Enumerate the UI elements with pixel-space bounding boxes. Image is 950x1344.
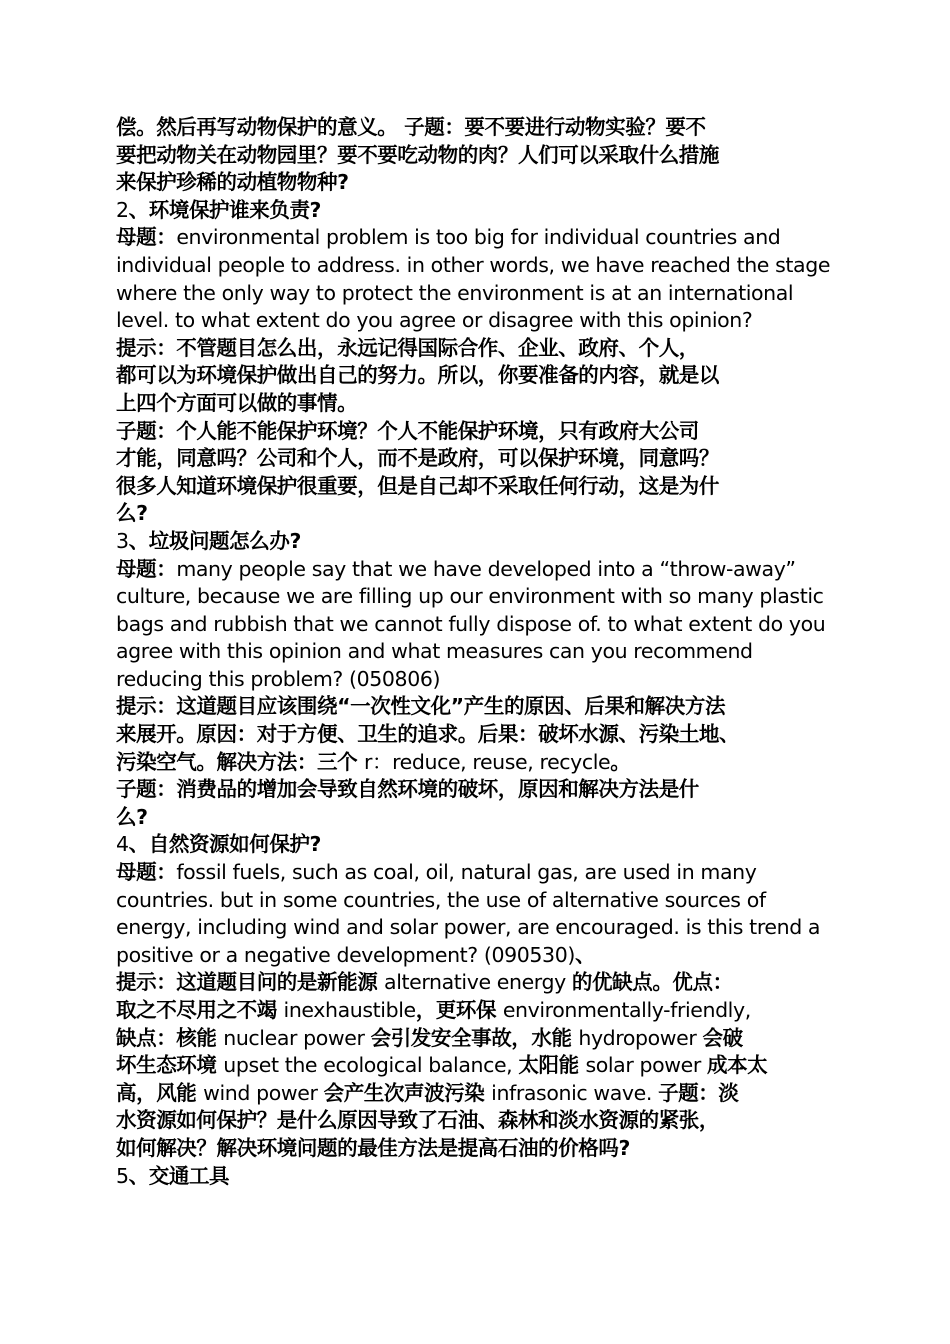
intro-paragraph: [116, 114, 844, 197]
text-line: 提示：不管题目怎么出，永远记得国际合作、企业、政府、个人，: [116, 335, 699, 360]
text-line: 来展开。原因：对于方便、卫生的追求。后果：破坏水源、污染土地、: [116, 722, 740, 747]
section-title: 、环境保护谁来负责?: [128, 197, 322, 222]
section-5-heading: [116, 1163, 844, 1191]
text-line: 都可以为环境保护做出自己的努力。所以，你要准备的内容，就是以: [116, 363, 719, 388]
section-4-heading: [116, 831, 844, 859]
text-line: 子题：消费品的增加会导致自然环境的破坏，原因和解决方法是什: [116, 777, 699, 802]
text-fragment: 、: [574, 942, 596, 967]
section-3-hint: [116, 693, 844, 776]
section-3-heading: [116, 528, 844, 556]
text-fragment: r：: [363, 749, 393, 774]
text-line: 么?: [116, 501, 148, 526]
mother-text: environmental problem is too big for individual countries and individual people to address. in other words, we have reached the stage where the only way to protect the environment is at an international level. to what extent do you agree or disagree with this opinion?: [116, 225, 831, 333]
text-line: 么?: [116, 804, 148, 829]
text-line: 偿。然后再写动物保护的意义。 子题：要不要进行动物实验？要不: [116, 115, 706, 139]
mother-text: fossil fuels, such as coal, oil, natural gas, are used in many countries. but in some countries, the use of alternative sources of energy, including wind and solar power, are encouraged. is this trend a positive or a negative development? (090530): [116, 860, 821, 967]
text-fragment: inexhaustible: [283, 998, 416, 1022]
text-line: 子题：个人能不能保护环境？个人不能保护环境，只有政府大公司: [116, 418, 699, 443]
section-title: 、垃圾问题怎么办?: [128, 528, 301, 553]
text-fragment: 的优缺点。优点：: [571, 970, 733, 995]
text-line: 上四个方面可以做的事情。: [116, 390, 358, 415]
text-fragment: environmentally-friendly,: [502, 998, 751, 1022]
text-fragment: 成本太: [706, 1053, 768, 1078]
text-fragment: 。: [610, 749, 631, 774]
document-page: [116, 114, 844, 1190]
text-fragment: 高，风能: [116, 1080, 204, 1105]
text-fragment: solar power: [585, 1053, 707, 1078]
text-fragment: infrasonic wave.: [491, 1080, 659, 1105]
text-line: 污染空气。解决方法：三个: [116, 749, 364, 774]
section-2-hint: [116, 335, 844, 418]
text-fragment: 取之不尽用之不竭: [116, 998, 284, 1022]
text-fragment: 会产生次声波污染: [323, 1080, 492, 1105]
text-line: 来保护珍稀的动植物物种?: [116, 170, 349, 195]
text-fragment: 缺点：核能: [116, 1025, 224, 1050]
mother-label: 母题：: [116, 860, 177, 885]
section-4-mother-question: [116, 859, 844, 969]
section-2-mother-question: [116, 224, 844, 334]
text-fragment: 会破: [702, 1025, 743, 1050]
text-fragment: nuclear power: [223, 1025, 371, 1050]
section-4-hint: [116, 969, 844, 1162]
text-fragment: 太阳能: [518, 1053, 586, 1078]
text-fragment: 子题：淡: [658, 1080, 739, 1105]
text-fragment: upset the ecological balance,: [223, 1053, 519, 1078]
section-number: 3: [116, 528, 129, 553]
text-fragment: alternative energy: [384, 970, 572, 995]
text-line: 很多人知道环境保护很重要，但是自己却不采取任何行动，这是为什: [116, 473, 719, 498]
section-2-heading: [116, 197, 844, 225]
section-2-sub-questions: [116, 418, 844, 528]
text-fragment: 水资源如何保护？是什么原因导致了石油、森林和淡水资源的紧张，: [116, 1108, 719, 1133]
text-fragment: reduce, reuse, recycle: [392, 749, 611, 774]
mother-label: 母题：: [116, 556, 177, 581]
text-fragment: 提示：这道题目问的是新能源: [116, 970, 385, 995]
mother-label: 母题：: [116, 225, 177, 250]
text-line: 要把动物关在动物园里？要不要吃动物的肉？人们可以采取什么措施: [116, 142, 719, 167]
section-3-sub-questions: [116, 776, 844, 831]
section-number: 4: [116, 832, 129, 857]
text-fragment: ，更环保: [415, 998, 503, 1022]
section-number: 2: [116, 197, 129, 222]
text-fragment: 坏生态环境: [116, 1053, 224, 1078]
section-title: 、交通工具: [128, 1163, 230, 1188]
text-fragment: 如何解决？解决环境问题的最佳方法是提高石油的价格吗?: [116, 1135, 630, 1160]
text-line: 才能，同意吗？公司和个人，而不是政府，可以保护环境，同意吗？: [116, 446, 719, 471]
text-line: 提示：这道题目应该围绕“一次性文化”产生的原因、后果和解决方法: [116, 694, 726, 719]
text-fragment: 会引发安全事故，水能: [370, 1025, 579, 1050]
section-3-mother-question: [116, 556, 844, 694]
text-fragment: hydropower: [578, 1025, 703, 1050]
text-fragment: wind power: [203, 1080, 324, 1105]
section-title: 、自然资源如何保护?: [128, 832, 322, 857]
mother-text: many people say that we have developed into a “throw-away” culture, because we are filling up our environment with so many plastic bags and rubbish that we cannot fully dispose of. to what extent do you agree with this opinion and what measures can you recommend reducing this problem? (050806): [116, 556, 826, 691]
section-number: 5: [116, 1163, 129, 1188]
